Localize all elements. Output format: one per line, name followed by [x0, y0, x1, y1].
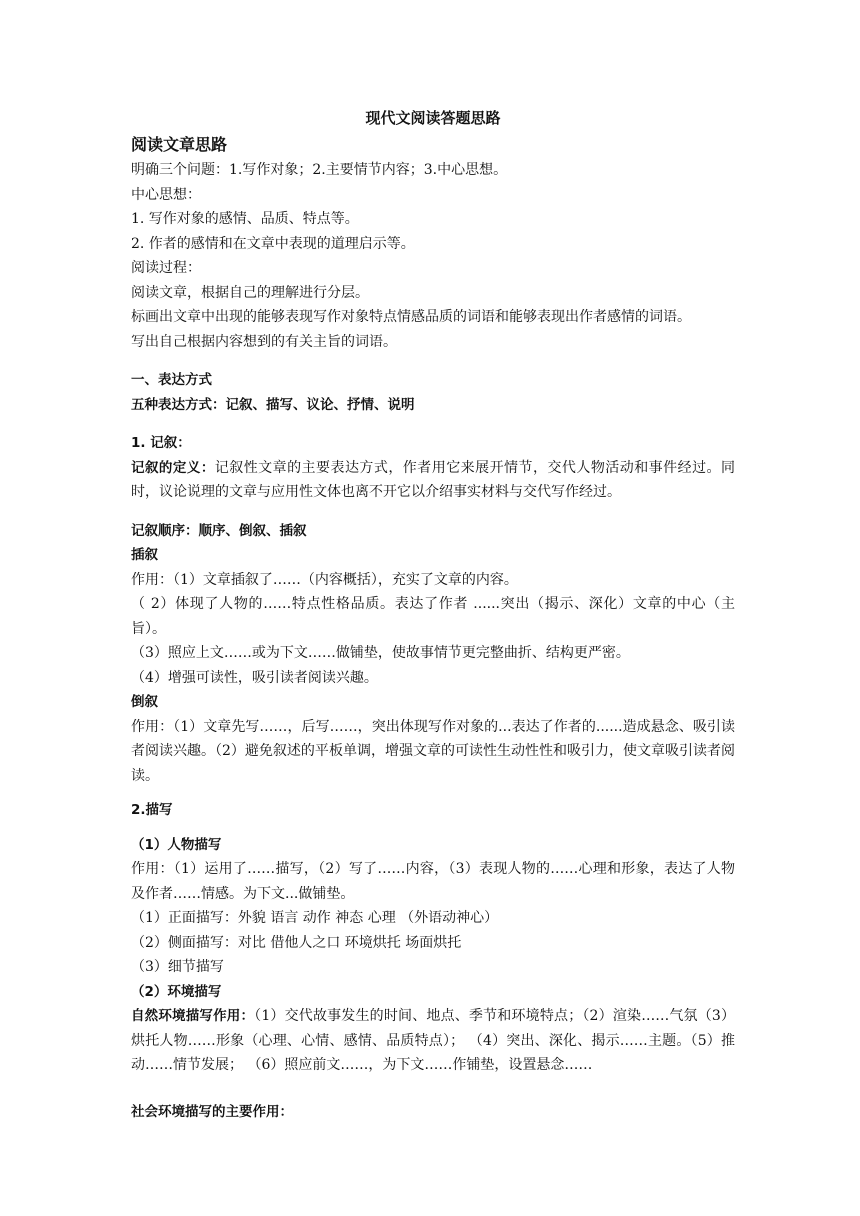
insert-narration-heading: 插叙 [131, 547, 158, 563]
narration-definition-label: 记叙的定义： [131, 459, 215, 476]
character-description-heading: （1）人物描写 [131, 836, 222, 853]
reading-line: 明确三个问题：1.写作对象；2.主要情节内容；3.中心思想。 [131, 162, 508, 178]
environment-description-heading: （2）环境描写 [131, 983, 222, 1000]
expression-heading: 一、表达方式 [131, 372, 212, 388]
flashback-text: 作用：（1）文章先写……，后写……，突出体现写作对象的...表达了作者的......造成悬念、吸引读者阅读兴趣。（2）避免叙述的平板单调，增强文章的可读性生动性性和吸引力，使文章吸引读者阅读。 [131, 718, 735, 784]
insert-narration-line: 作用：（1）文章插叙了……（内容概括），充实了文章的内容。 [131, 571, 518, 588]
reading-line: 阅读过程： [131, 260, 201, 276]
reading-line: 阅读文章，根据自己的理解进行分层。 [131, 284, 369, 301]
narration-order-heading: 记叙顺序：顺序、倒叙、插叙 [131, 522, 307, 539]
natural-environment-body: （1）交代故事发生的时间、地点、季节和环境特点；（2）渲染……气氛（3）烘托人物……形象（心理、心情、感情、品质特点）； （4）突出、深化、揭示……主题。（5）推动……情节发展； （6）照应前文……，为下文……作铺垫，设置悬念…… [131, 1008, 736, 1073]
character-description-line: （1）正面描写：外貌 语言 动作 神态 心理 （外语动神心） [131, 910, 499, 926]
document-page [131, 104, 735, 1124]
narration-definition [131, 456, 735, 505]
reading-approach-heading: 阅读文章思路 [131, 135, 228, 154]
document-title: 现代文阅读答题思路 [365, 109, 501, 127]
description-heading: 2.描写 [131, 802, 173, 818]
social-environment-heading: 社会环境描写的主要作用： [131, 1103, 293, 1120]
natural-environment-label: 自然环境描写作用： [131, 1008, 255, 1024]
insert-narration-line: （ 2）体现了人物的……特点性格品质。表达了作者 ......突出（揭示、深化）文章的中心（主旨）。 [131, 596, 735, 637]
character-description-text: 作用：（1）运用了……描写，（2）写了……内容，（3）表现人物的……心理和形象，表达了人物及作者……情感。为下文...做铺垫。 [131, 861, 735, 902]
natural-environment-text [131, 1004, 735, 1078]
reading-line: 1. 写作对象的感情、品质、特点等。 [131, 211, 359, 227]
reading-line: 2. 作者的感情和在文章中表现的道理启示等。 [131, 235, 415, 252]
reading-line: 写出自己根据内容想到的有关主旨的词语。 [131, 333, 397, 350]
narration-definition-text: 记叙性文章的主要表达方式，作者用它来展开情节，交代人物活动和事件经过。同时，议论说理的文章与应用性文体也离不开它以介绍事实材料与交代写作经过。 [131, 459, 735, 500]
insert-narration-line: （3）照应上文……或为下文……做铺垫，使故事情节更完整曲折、结构更严密。 [131, 645, 630, 661]
expression-subheading: 五种表达方式：记叙、描写、议论、抒情、说明 [131, 396, 415, 413]
character-description-line: （2）侧面描写：对比 借他人之口 环境烘托 场面烘托 [131, 934, 462, 951]
reading-line: 中心思想： [131, 186, 201, 203]
flashback-heading: 倒叙 [131, 694, 158, 710]
character-description-line: （3）细节描写 [131, 959, 224, 975]
insert-narration-line: （4）增强可读性，吸引读者阅读兴趣。 [131, 669, 378, 686]
reading-line: 标画出文章中出现的能够表现写作对象特点情感品质的词语和能够表现出作者感情的词语。 [131, 309, 691, 325]
narration-heading: 1. 记叙： [131, 435, 191, 451]
